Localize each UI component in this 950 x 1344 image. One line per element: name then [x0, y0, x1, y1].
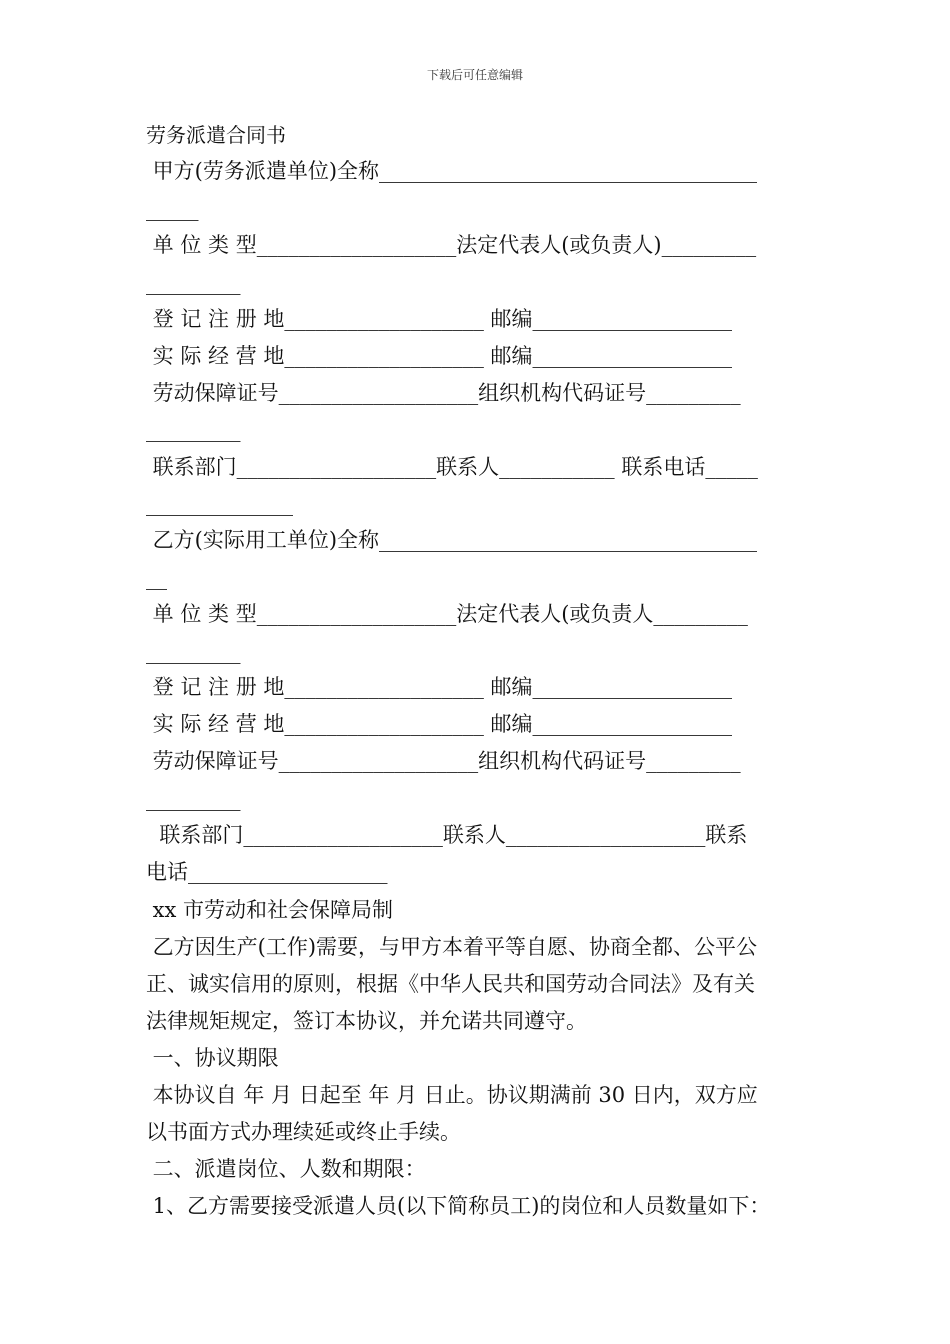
party-b-labor-cert-line-cont: _________: [146, 787, 241, 811]
page-header-note: 下载后可任意编辑: [426, 68, 523, 82]
party-b-contact-line: 联系部门___________________联系人___________________联系: [146, 823, 748, 847]
preamble-line-1: 乙方因生产(工作)需要，与甲方本着平等自愿、协商全都、公平公: [146, 935, 758, 959]
party-b-labor-cert-line: 劳动保障证号___________________组织机构代码证号_________: [146, 749, 741, 773]
party-a-business-address-line: 实 际 经 营 地___________________ 邮编___________________: [146, 344, 733, 368]
party-b-registered-address-line: 登 记 注 册 地___________________ 邮编___________________: [146, 675, 733, 699]
document-title: 劳务派遣合同书: [146, 123, 286, 147]
party-a-name-line: 甲方(劳务派遣单位)全称____________________________________: [146, 159, 758, 183]
section-1-heading: 一、协议期限: [146, 1046, 279, 1070]
party-b-unit-type-line: 单 位 类 型___________________法定代表人(或负责人_________: [146, 602, 748, 626]
preamble-line-3: 法律规矩规定，签订本协议，并允诺共同遵守。: [146, 1009, 587, 1033]
party-a-contact-line-cont: ______________: [146, 492, 293, 516]
party-b-contact-line-cont: 电话___________________: [146, 860, 388, 884]
party-a-name-line-cont: _____: [146, 197, 199, 221]
section-2-item-1: 1、乙方需要接受派遣人员(以下简称员工)的岗位和人员数量如下：: [146, 1194, 771, 1218]
party-b-name-line: 乙方(实际用工单位)全称____________________________________: [146, 528, 758, 552]
preamble-line-2: 正、诚实信用的原则，根据《中华人民共和国劳动合同法》及有关: [146, 972, 755, 996]
party-b-name-line-cont: __: [146, 566, 167, 590]
issuer-line: xx 市劳动和社会保障局制: [146, 898, 394, 922]
party-a-labor-cert-line: 劳动保障证号___________________组织机构代码证号_________: [146, 381, 741, 405]
party-a-unit-type-line: 单 位 类 型___________________法定代表人(或负责人)_________: [146, 233, 757, 257]
section-1-text-line-1: 本协议自 年 月 日起至 年 月 日止。协议期满前 30 日内，双方应: [146, 1083, 758, 1107]
party-a-labor-cert-line-cont: _________: [146, 418, 241, 442]
party-b-business-address-line: 实 际 经 营 地___________________ 邮编___________________: [146, 712, 733, 736]
section-1-text-line-2: 以书面方式办理续延或终止手续。: [146, 1120, 461, 1144]
party-a-registered-address-line: 登 记 注 册 地___________________ 邮编___________________: [146, 307, 733, 331]
party-b-unit-type-line-cont: _________: [146, 640, 241, 664]
party-a-contact-line: 联系部门___________________联系人___________ 联系电话_____: [146, 455, 758, 479]
party-a-unit-type-line-cont: _________: [146, 271, 241, 295]
section-2-heading: 二、派遣岗位、人数和期限：: [146, 1157, 426, 1181]
